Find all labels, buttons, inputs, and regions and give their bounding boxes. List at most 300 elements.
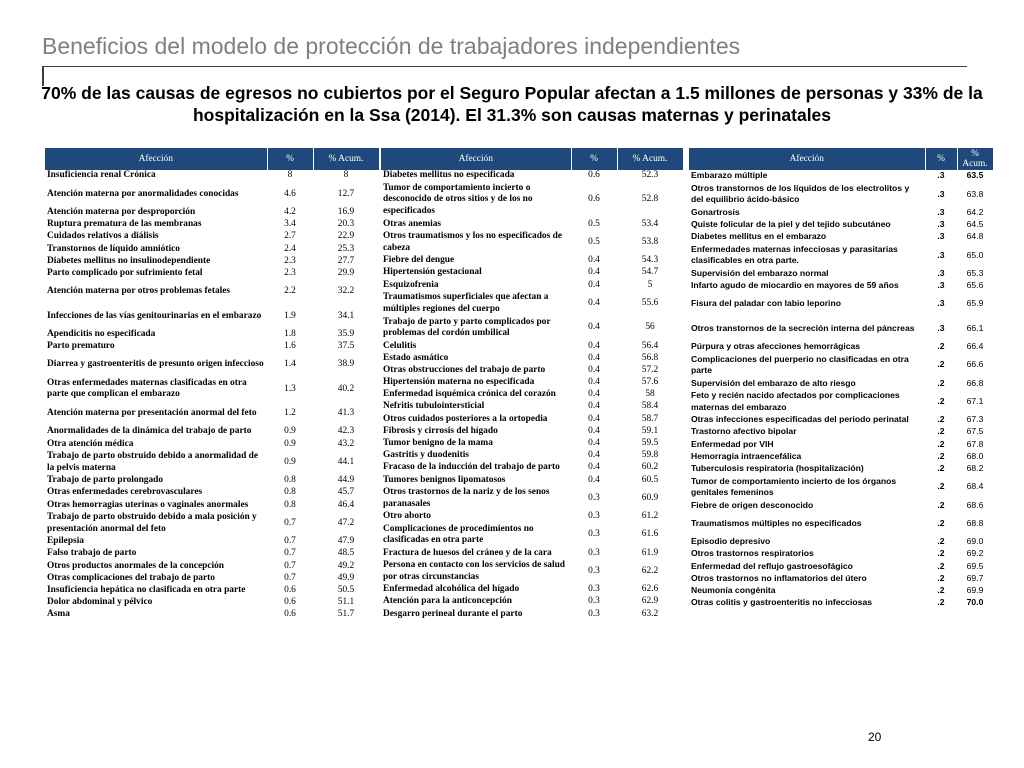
- percent-cell: 0.3: [588, 596, 600, 607]
- table-row: [689, 182, 993, 206]
- header-percent: %: [267, 148, 313, 170]
- condition-cell: Epilepsia: [47, 536, 84, 547]
- table-row: [45, 475, 379, 487]
- table-row: [381, 608, 683, 620]
- percent-cell: 0.3: [588, 492, 600, 503]
- table-row: [381, 547, 683, 559]
- table-row: [381, 218, 683, 230]
- cumulative-cell: 52.8: [641, 194, 659, 205]
- table-row: [381, 316, 683, 340]
- condition-cell: Atención para la anticoncepción: [383, 596, 512, 607]
- percent-cell: 0.7: [284, 517, 296, 528]
- table-row: [381, 389, 683, 401]
- condition-cell: Diabetes mellitus en el embarazo: [691, 231, 827, 242]
- table-row: [689, 499, 993, 511]
- percent-cell: 3.4: [284, 219, 296, 230]
- cumulative-cell: 47.9: [337, 536, 355, 547]
- percent-cell: .3: [937, 267, 945, 278]
- condition-cell: Trabajo de parto y parto complicados por problemas del cordón umbilical: [383, 316, 551, 338]
- table-row: [45, 609, 379, 621]
- percent-cell: .3: [937, 170, 945, 181]
- percent-cell: .2: [937, 536, 945, 547]
- table-row: [381, 438, 683, 450]
- percent-cell: 0.4: [588, 340, 600, 351]
- percent-cell: 2.3: [284, 255, 296, 266]
- percent-cell: 1.4: [284, 359, 296, 370]
- table-row: [381, 182, 683, 218]
- condition-cell: Embarazo múltiple: [691, 170, 768, 181]
- condition-cell: Infecciones de las vías genitourinarias en el embarazo: [47, 310, 262, 321]
- cumulative-cell: 66.1: [966, 322, 984, 333]
- cumulative-cell: 12.7: [337, 188, 355, 199]
- header-cumulative: % Acum.: [957, 148, 993, 170]
- percent-cell: 2.3: [284, 267, 296, 278]
- condition-cell: Atención materna por desproporción: [47, 206, 196, 217]
- table-row: [45, 450, 379, 474]
- condition-cell: Tumores benignos lipomatosos: [383, 474, 506, 485]
- cumulative-cell: 50.5: [337, 584, 355, 595]
- percent-cell: 0.4: [588, 474, 600, 485]
- condition-cell: Atención materna por presentación anormal del feto: [47, 408, 257, 419]
- percent-cell: .2: [937, 377, 945, 388]
- table-row: [689, 597, 993, 609]
- cumulative-cell: 54.7: [641, 267, 659, 278]
- title-divider: [42, 66, 967, 67]
- table-row: [45, 536, 379, 548]
- condition-cell: Fibrosis y cirrosis del hígado: [383, 425, 498, 436]
- cumulative-cell: 38.9: [337, 359, 355, 370]
- page-number: 20: [868, 730, 882, 744]
- cumulative-cell: 62.9: [641, 596, 659, 607]
- cumulative-cell: 46.4: [337, 499, 355, 510]
- table-row: [689, 426, 993, 438]
- table-row: [381, 413, 683, 425]
- condition-cell: Fractura de huesos del cráneo y de la cara: [383, 547, 552, 558]
- causes-table-1: [45, 148, 380, 621]
- cumulative-cell: 58.4: [641, 401, 659, 412]
- table-row: [45, 304, 379, 328]
- condition-cell: Otros productos anormales de la concepción: [47, 560, 224, 571]
- table-row: [689, 377, 993, 389]
- percent-cell: 0.7: [284, 536, 296, 547]
- percent-cell: 0.4: [588, 425, 600, 436]
- table-row: [45, 585, 379, 597]
- cumulative-cell: 63.2: [641, 608, 659, 619]
- cumulative-cell: 60.9: [641, 492, 659, 503]
- header-afeccion: Afección: [45, 148, 267, 170]
- cumulative-cell: 63.8: [966, 188, 984, 199]
- condition-cell: Enfermedad alcohólica del hígado: [383, 584, 520, 595]
- header-afeccion: Afección: [381, 148, 571, 170]
- slide-subtitle: 70% de las causas de egresos no cubiertos por el Seguro Popular afectan a 1.5 millones de personas y 33% de la hospitalización en la Ssa (2014). El 31.3% son causas maternas y perinatales: [41, 83, 983, 125]
- cumulative-cell: 55.6: [641, 297, 659, 308]
- table-row: [689, 438, 993, 450]
- cumulative-cell: 67.5: [966, 426, 984, 437]
- condition-cell: Trastorno afectivo bipolar: [691, 426, 797, 437]
- percent-cell: 0.6: [588, 194, 600, 205]
- percent-cell: 2.7: [284, 231, 296, 242]
- percent-cell: .3: [937, 231, 945, 242]
- percent-cell: 0.9: [284, 456, 296, 467]
- table-row: [689, 560, 993, 572]
- condition-cell: Fiebre del dengue: [383, 255, 455, 266]
- table-row: [381, 450, 683, 462]
- cumulative-cell: 67.8: [966, 438, 984, 449]
- cumulative-cell: 42.3: [337, 426, 355, 437]
- slide-title: Beneficios del modelo de protección de trabajadores independientes: [42, 33, 741, 59]
- condition-cell: Falso trabajo de parto: [47, 548, 137, 559]
- condition-cell: Celulitis: [383, 340, 417, 351]
- condition-cell: Feto y recién nacido afectados por complicaciones maternas del embarazo: [691, 390, 900, 412]
- cumulative-cell: 61.6: [641, 529, 659, 540]
- table-row: [381, 230, 683, 254]
- cumulative-cell: 25.3: [337, 243, 355, 254]
- percent-cell: 0.3: [588, 547, 600, 558]
- cumulative-cell: 70.0: [966, 597, 984, 608]
- percent-cell: 0.3: [588, 608, 600, 619]
- condition-cell: Tuberculosis respiratoria (hospitalización): [691, 462, 864, 473]
- cumulative-cell: 44.1: [337, 456, 355, 467]
- condition-cell: Episodio depresivo: [691, 536, 771, 547]
- condition-cell: Tumor benigno de la mama: [383, 438, 493, 448]
- cumulative-cell: 32.2: [337, 286, 355, 297]
- percent-cell: .2: [937, 481, 945, 492]
- percent-cell: .3: [937, 298, 945, 309]
- condition-cell: Otras colitis y gastroenteritis no infecciosas: [691, 597, 873, 608]
- percent-cell: 0.7: [284, 572, 296, 583]
- percent-cell: 0.4: [588, 413, 600, 424]
- condition-cell: Otras obstrucciones del trabajo de parto: [383, 364, 546, 375]
- table-row: [381, 255, 683, 267]
- percent-cell: 2.2: [284, 286, 296, 297]
- percent-cell: .3: [937, 322, 945, 333]
- condition-cell: Gonartrosis: [691, 206, 740, 217]
- table-row: [381, 486, 683, 510]
- condition-cell: Otras anemias: [383, 218, 442, 229]
- condition-cell: Púrpura y otras afecciones hemorrágicas: [691, 341, 861, 352]
- table-row: [381, 401, 683, 413]
- table-row: [689, 243, 993, 267]
- condition-cell: Persona en contacto con los servicios de salud por otras circunstancias: [383, 560, 566, 582]
- cumulative-cell: 52.3: [641, 170, 659, 181]
- condition-cell: Parto prematuro: [47, 341, 115, 352]
- causes-table-2: [381, 148, 684, 620]
- condition-cell: Atención materna por otros problemas fetales: [47, 286, 231, 297]
- table-row: [689, 511, 993, 535]
- cumulative-cell: 69.7: [966, 572, 984, 583]
- condition-cell: Estado asmático: [383, 352, 449, 363]
- percent-cell: 1.9: [284, 310, 296, 321]
- cumulative-cell: 51.7: [337, 609, 355, 620]
- condition-cell: Trabajo de parto obstruido debido a anormalidad de la pelvis materna: [47, 451, 259, 473]
- condition-cell: Otros trastornos no inflamatorios del útero: [691, 572, 867, 583]
- cumulative-cell: 45.7: [337, 487, 355, 498]
- cumulative-cell: 43.2: [337, 438, 355, 449]
- cumulative-cell: 65.3: [966, 267, 984, 278]
- condition-cell: Trabajo de parto prolongado: [47, 475, 164, 486]
- condition-cell: Otras hemorragias uterinas o vaginales anormales: [47, 499, 249, 510]
- percent-cell: .2: [937, 414, 945, 425]
- cumulative-cell: 56: [645, 322, 655, 333]
- cumulative-cell: 61.9: [641, 547, 659, 558]
- table-row: [45, 377, 379, 401]
- condition-cell: Enfermedades maternas infecciosas y parasitarias clasificables en otra parte.: [691, 243, 898, 266]
- condition-cell: Supervisión del embarazo normal: [691, 267, 829, 278]
- cumulative-cell: 58.7: [641, 413, 659, 424]
- condition-cell: Hipertensión gestacional: [383, 267, 482, 278]
- percent-cell: 0.5: [588, 218, 600, 229]
- causes-table-3: [689, 148, 994, 609]
- cumulative-cell: 68.8: [966, 517, 984, 528]
- percent-cell: .2: [937, 462, 945, 473]
- condition-cell: Apendicitis no especificada: [47, 328, 156, 339]
- condition-cell: Otros trastornos de la nariz y de los senos paranasales: [383, 487, 550, 509]
- table-row: [45, 426, 379, 438]
- table-row: [689, 292, 993, 316]
- table-row: [381, 291, 683, 315]
- table-row: [381, 267, 683, 279]
- table-row: [381, 364, 683, 376]
- percent-cell: 0.8: [284, 475, 296, 486]
- cumulative-cell: 68.6: [966, 499, 984, 510]
- cumulative-cell: 5: [647, 279, 653, 290]
- percent-cell: 0.4: [588, 297, 600, 308]
- percent-cell: 0.6: [284, 609, 296, 620]
- table-row: [45, 219, 379, 231]
- table-row: [45, 353, 379, 377]
- cumulative-cell: 48.5: [337, 548, 355, 559]
- cumulative-cell: 65.6: [966, 280, 984, 291]
- condition-cell: Otras infecciones especificadas del periodo perinatal: [691, 414, 909, 425]
- cumulative-cell: 49.2: [337, 560, 355, 571]
- header-percent: %: [571, 148, 617, 170]
- condition-cell: Traumatismos múltiples no especificados: [691, 517, 862, 528]
- header-percent: %: [925, 148, 957, 170]
- cumulative-cell: 54.3: [641, 255, 659, 266]
- table-row: [45, 280, 379, 304]
- condition-cell: Complicaciones del puerperio no clasificadas en otra parte: [691, 353, 909, 376]
- table-row: [689, 219, 993, 231]
- cumulative-cell: 53.4: [641, 218, 659, 229]
- condition-cell: Otro aborto: [383, 511, 431, 522]
- condition-cell: Cuidados relativos a diálisis: [47, 231, 159, 242]
- cumulative-cell: 59.8: [641, 450, 659, 461]
- table-row: [381, 462, 683, 474]
- condition-cell: Otras enfermedades cerebrovasculares: [47, 487, 203, 498]
- cumulative-cell: 67.3: [966, 414, 984, 425]
- percent-cell: .2: [937, 450, 945, 461]
- cumulative-cell: 35.9: [337, 328, 355, 339]
- table-row: [381, 474, 683, 486]
- header-cumulative: % Acum.: [313, 148, 379, 170]
- percent-cell: 2.4: [284, 243, 296, 254]
- condition-cell: Otra atención médica: [47, 438, 134, 449]
- condition-cell: Dolor abdominal y pélvico: [47, 597, 153, 608]
- cumulative-cell: 64.8: [966, 231, 984, 242]
- condition-cell: Otros transtornos de la secreción interna del páncreas: [691, 322, 915, 333]
- percent-cell: .2: [937, 359, 945, 370]
- percent-cell: 0.4: [588, 389, 600, 400]
- percent-cell: 0.3: [588, 511, 600, 522]
- percent-cell: .2: [937, 438, 945, 449]
- cumulative-cell: 58: [645, 389, 655, 400]
- cumulative-cell: 29.9: [337, 267, 355, 278]
- percent-cell: 0.4: [588, 364, 600, 375]
- percent-cell: 0.9: [284, 426, 296, 437]
- condition-cell: Traumatismos superficiales que afectan a múltiples regiones del cuerpo: [383, 292, 549, 314]
- percent-cell: .2: [937, 548, 945, 559]
- percent-cell: 0.4: [588, 377, 600, 388]
- percent-cell: 0.6: [284, 597, 296, 608]
- condition-cell: Infarto agudo de miocardio en mayores de 59 años: [691, 280, 899, 291]
- cumulative-cell: 56.8: [641, 352, 659, 363]
- table-row: [45, 548, 379, 560]
- cumulative-cell: 47.2: [337, 517, 355, 528]
- percent-cell: 4.2: [284, 206, 296, 217]
- percent-cell: 8: [287, 170, 293, 181]
- cumulative-cell: 67.1: [966, 395, 984, 406]
- cumulative-cell: 59.1: [641, 425, 659, 436]
- condition-cell: Otros transtornos de los líquidos de los electrolitos y del equilibrio ácido-básico: [691, 182, 910, 205]
- percent-cell: .2: [937, 426, 945, 437]
- table-row: [381, 279, 683, 291]
- cumulative-cell: 57.6: [641, 377, 659, 388]
- condition-cell: Nefritis tubulointersticial: [383, 401, 485, 412]
- condition-cell: Otros trastornos respiratorios: [691, 548, 814, 559]
- condition-cell: Insuficiencia renal Crónica: [47, 170, 156, 181]
- cumulative-cell: 64.2: [966, 206, 984, 217]
- table-row: [381, 560, 683, 584]
- condition-cell: Fracaso de la inducción del trabajo de parto: [383, 462, 560, 473]
- table-row: [689, 353, 993, 377]
- table-row: [45, 243, 379, 255]
- percent-cell: 0.4: [588, 255, 600, 266]
- table-row: [689, 316, 993, 340]
- table-row: [689, 280, 993, 292]
- percent-cell: .2: [937, 341, 945, 352]
- table-row: [689, 475, 993, 499]
- table-row: [45, 572, 379, 584]
- percent-cell: .2: [937, 572, 945, 583]
- condition-cell: Complicaciones de procedimientos no clasificadas en otra parte: [383, 523, 534, 546]
- table-row: [381, 170, 683, 182]
- table-row: [381, 425, 683, 437]
- condition-cell: Hipertensión materna no especificada: [383, 377, 535, 388]
- percent-cell: 1.2: [284, 408, 296, 419]
- percent-cell: 0.4: [588, 279, 600, 290]
- table-row: [689, 268, 993, 280]
- percent-cell: 0.7: [284, 548, 296, 559]
- percent-cell: .3: [937, 219, 945, 230]
- cumulative-cell: 51.1: [337, 597, 355, 608]
- percent-cell: .2: [937, 584, 945, 595]
- percent-cell: 0.4: [588, 352, 600, 363]
- percent-cell: 0.8: [284, 499, 296, 510]
- table-row: [45, 231, 379, 243]
- condition-cell: Otras enfermedades maternas clasificadas en otra parte que complican el embarazo: [47, 378, 247, 400]
- table-row: [45, 255, 379, 267]
- percent-cell: 4.6: [284, 188, 296, 199]
- condition-cell: Desgarro perineal durante el parto: [383, 608, 523, 619]
- table-row: [689, 572, 993, 584]
- cumulative-cell: 62.2: [641, 566, 659, 576]
- condition-cell: Trabajo de parto obstruido debido a mala posición y presentación anormal del feto: [47, 512, 257, 534]
- percent-cell: 0.4: [588, 322, 600, 333]
- cumulative-cell: 59.5: [641, 438, 659, 448]
- percent-cell: .2: [937, 597, 945, 608]
- cumulative-cell: 60.2: [641, 462, 659, 473]
- cumulative-cell: 44.9: [337, 475, 355, 486]
- cumulative-cell: 56.4: [641, 340, 659, 351]
- cumulative-cell: 69.5: [966, 560, 984, 571]
- cumulative-cell: 37.5: [337, 341, 355, 352]
- condition-cell: Asma: [47, 609, 70, 620]
- condition-cell: Ruptura prematura de las membranas: [47, 219, 202, 230]
- percent-cell: .2: [937, 499, 945, 510]
- condition-cell: Quiste folicular de la piel y del tejido subcutáneo: [691, 219, 891, 230]
- table-row: [45, 341, 379, 353]
- percent-cell: 0.6: [284, 584, 296, 595]
- cumulative-cell: 69.0: [966, 536, 984, 547]
- cumulative-cell: 40.2: [337, 383, 355, 394]
- cumulative-cell: 69.9: [966, 584, 984, 595]
- percent-cell: .3: [937, 280, 945, 291]
- cumulative-cell: 49.9: [337, 572, 355, 583]
- percent-cell: 1.6: [284, 341, 296, 352]
- cumulative-cell: 61.2: [641, 511, 659, 522]
- condition-cell: Enfermedad isquémica crónica del corazón: [383, 389, 556, 400]
- cumulative-cell: 63.5: [966, 170, 984, 181]
- table-row: [45, 328, 379, 340]
- percent-cell: 1.8: [284, 328, 296, 339]
- condition-cell: Supervisión del embarazo de alto riesgo: [691, 377, 856, 388]
- table-row: [45, 511, 379, 535]
- table-row: [689, 548, 993, 560]
- condition-cell: Fisura del paladar con labio leporino: [691, 298, 841, 309]
- cumulative-cell: 65.0: [966, 249, 984, 260]
- cumulative-cell: 41.3: [337, 408, 355, 419]
- percent-cell: 0.6: [588, 170, 600, 181]
- table-row: [689, 450, 993, 462]
- cumulative-cell: 68.4: [966, 481, 984, 492]
- condition-cell: Otros cuidados posteriores a la ortopedia: [383, 413, 548, 424]
- percent-cell: 0.3: [588, 566, 600, 576]
- table-row: [381, 523, 683, 547]
- cumulative-cell: 8: [343, 170, 349, 181]
- cumulative-cell: 65.9: [966, 298, 984, 309]
- table-row: [45, 438, 379, 450]
- table-row: [689, 341, 993, 353]
- table-row: [381, 596, 683, 608]
- table-row: [45, 560, 379, 572]
- table-row: [689, 170, 993, 182]
- percent-cell: .2: [937, 560, 945, 571]
- header-cumulative: % Acum.: [617, 148, 683, 170]
- table-row: [381, 352, 683, 364]
- condition-cell: Fiebre de origen desconocido: [691, 499, 814, 510]
- table-row: [689, 231, 993, 243]
- percent-cell: 0.4: [588, 438, 600, 448]
- cumulative-cell: 60.5: [641, 474, 659, 485]
- cumulative-cell: 68.0: [966, 450, 984, 461]
- table-row: [689, 536, 993, 548]
- cumulative-cell: 57.2: [641, 364, 659, 375]
- percent-cell: .2: [937, 395, 945, 406]
- condition-cell: Neumonía congénita: [691, 584, 776, 595]
- cumulative-cell: 20.3: [337, 219, 355, 230]
- table-row: [689, 207, 993, 219]
- table-row: [381, 340, 683, 352]
